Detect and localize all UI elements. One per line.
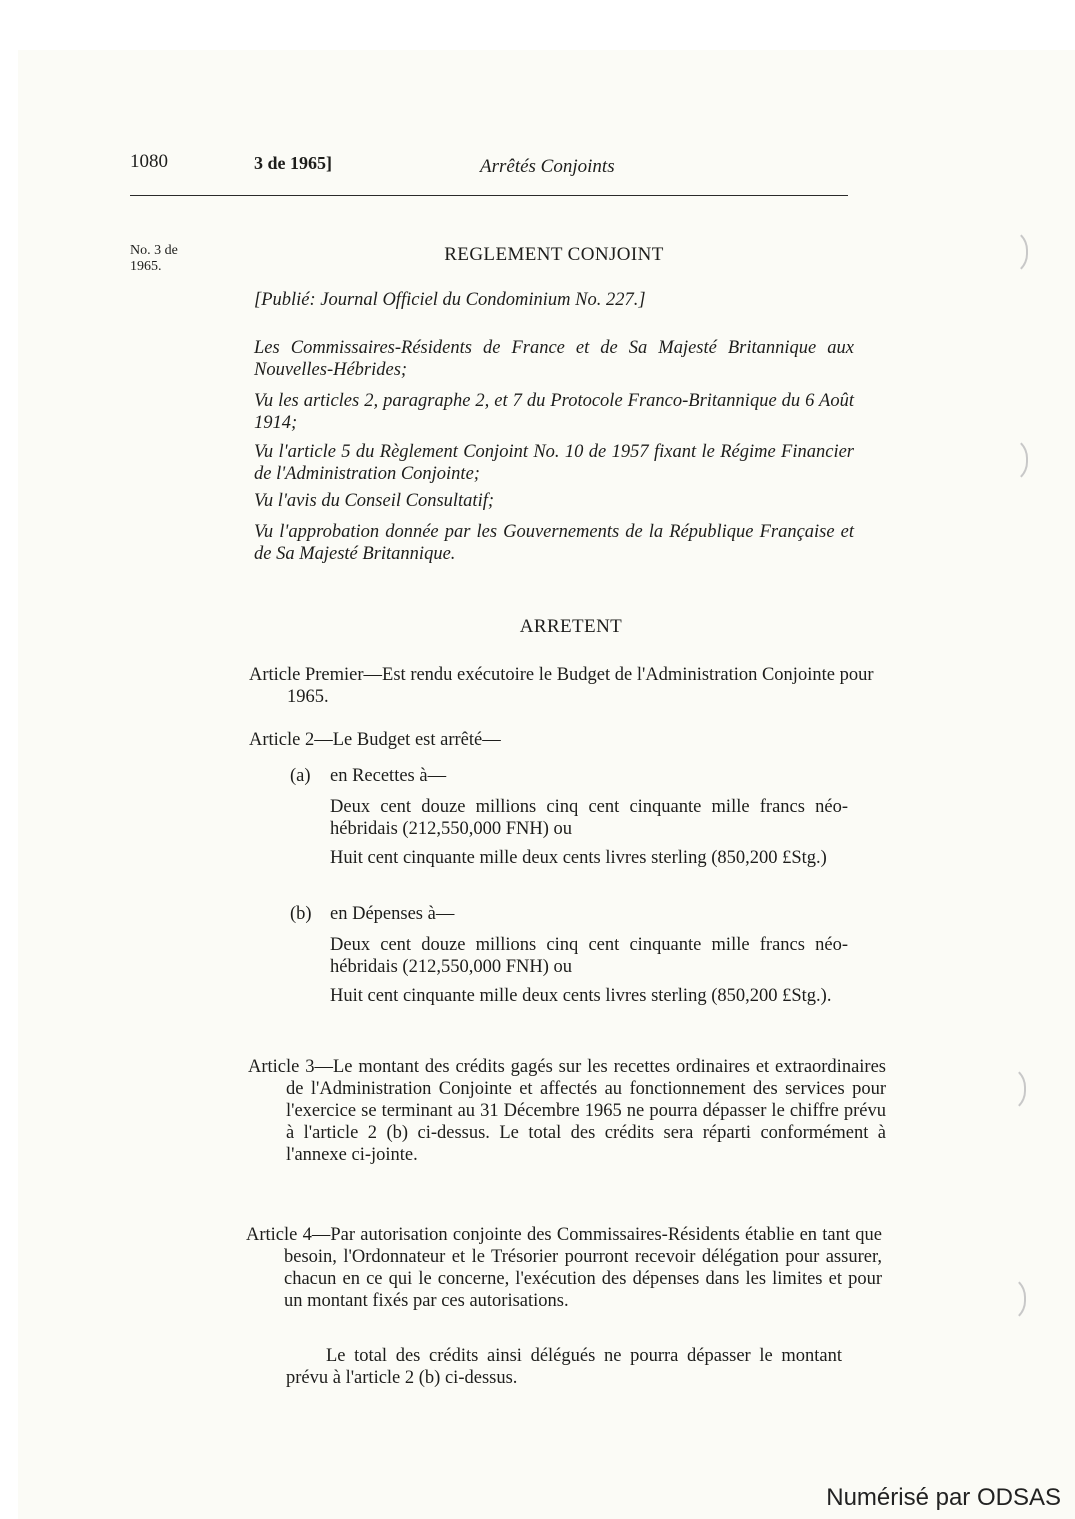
preamble-item: Les Commissaires-Résidents de France et de Sa Majesté Britannique aux Nouvelles-Hébrides;	[254, 338, 854, 380]
running-reference: 3 de 1965]	[254, 153, 332, 173]
amount-francs: Deux cent douze millions cinq cent cinquante mille francs néo-hébridais (212,550,000 FNH) ou	[330, 935, 848, 977]
item-title: en Recettes à—	[330, 766, 447, 786]
publication-note: [Publié: Journal Officiel du Condominium No. 227.]	[254, 290, 646, 310]
document-title: REGLEMENT CONJOINT	[444, 244, 664, 265]
item-label: (b)	[290, 904, 312, 924]
article-2-intro: Article 2—Le Budget est arrêté—	[249, 730, 501, 750]
running-title: Arrêtés Conjoints	[480, 156, 615, 177]
margin-note-line: No. 3 de	[130, 243, 178, 258]
margin-note-line: 1965.	[130, 259, 162, 274]
preamble-item: Vu l'avis du Conseil Consultatif;	[254, 491, 495, 511]
article-4-paragraph: Le total des crédits ainsi délégués ne pourra dépasser le montant prévu à l'article 2 (b) ci-dessus.	[286, 1346, 842, 1388]
amount-sterling: Huit cent cinquante mille deux cents livres sterling (850,200 £Stg.)	[330, 848, 827, 868]
article-3: Article 3—Le montant des crédits gagés sur les recettes ordinaires et extraordinaires de l'Administration Conjointe et affectés au fonctionnement des services pour l'exercice se terminant au 31 Décembre 1965 ne pourra dépasser le chiffre prévu à l'article 2 (b) ci-dessus. Le total des crédits sera réparti conformément à l'annexe ci-jointe.	[248, 1057, 886, 1165]
article-4: Article 4—Par autorisation conjointe des Commissaires-Résidents établie en tant que besoin, l'Ordonnateur et le Trésorier pourront recevoir délégation pour assurer, chacun en ce qui le concerne, l'exécution des dépenses dans les limites et pour un montant fixés par ces autorisations.	[246, 1225, 882, 1311]
preamble-item: Vu les articles 2, paragraphe 2, et 7 du Protocole Franco-Britannique du 6 Août 1914;	[254, 391, 854, 433]
header-rule	[130, 195, 848, 196]
item-title: en Dépenses à—	[330, 904, 455, 924]
item-label: (a)	[290, 766, 311, 786]
section-heading: ARRETENT	[519, 616, 623, 637]
preamble-item: Vu l'approbation donnée par les Gouvernements de la République Française et de Sa Majesté Britannique.	[254, 522, 854, 564]
amount-sterling: Huit cent cinquante mille deux cents livres sterling (850,200 £Stg.).	[330, 986, 832, 1006]
article-premier: Article Premier—Est rendu exécutoire le Budget de l'Administration Conjointe pour 1965.	[249, 665, 874, 707]
margin-note	[130, 243, 178, 275]
preamble-item: Vu l'article 5 du Règlement Conjoint No. 10 de 1957 fixant le Régime Financier de l'Administration Conjointe;	[254, 442, 854, 484]
digitization-watermark: Numérisé par ODSAS	[826, 1484, 1061, 1511]
page-number: 1080	[130, 151, 168, 172]
amount-francs: Deux cent douze millions cinq cent cinquante mille francs néo-hébridais (212,550,000 FNH) ou	[330, 797, 848, 839]
